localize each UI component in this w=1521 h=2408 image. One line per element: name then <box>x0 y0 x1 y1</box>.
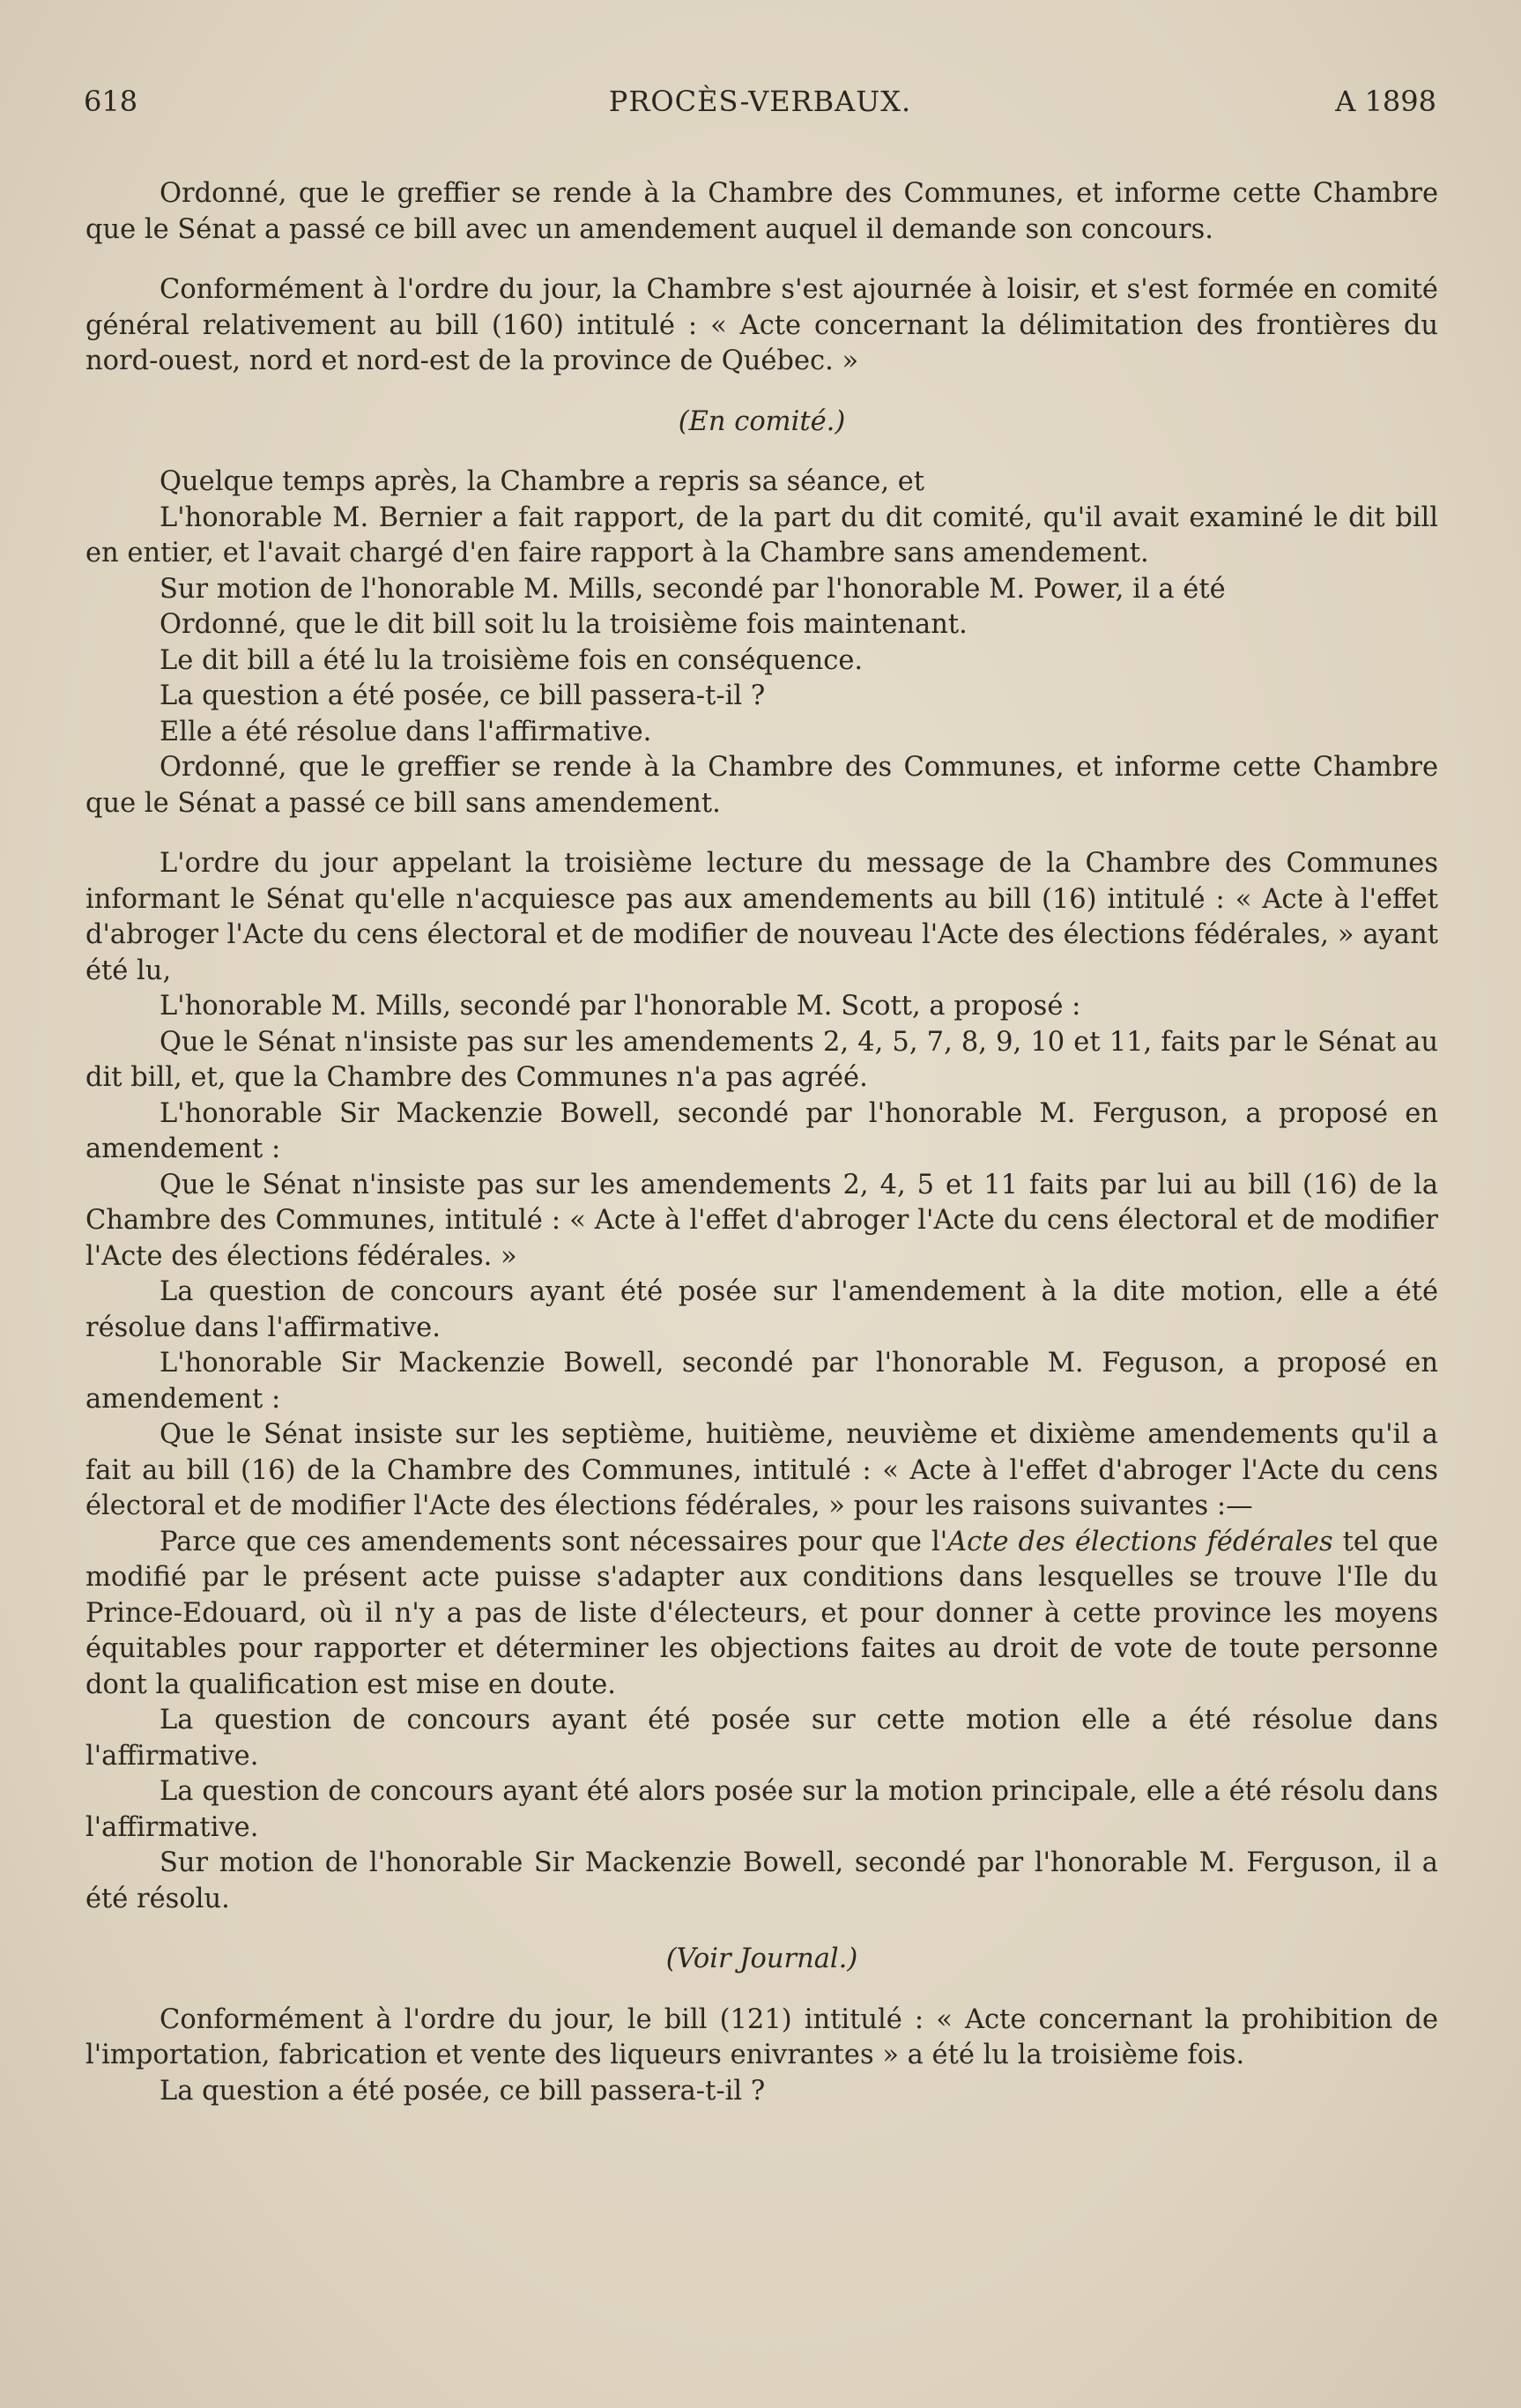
paragraph: Sur motion de l'honorable M. Mills, secondé par l'honorable M. Power, il a été <box>160 573 1226 605</box>
page-number: 618 <box>84 85 138 118</box>
paragraph: L'honorable Sir Mackenzie Bowell, secondé par l'honorable M. Feguson, a proposé en amendement : <box>85 1348 1438 1415</box>
paragraph: L'honorable M. Mills, secondé par l'honorable M. Scott, a proposé : <box>160 991 1081 1022</box>
paragraph: Que le Sénat insiste sur les septième, huitième, neuvième et dixième amendements qu'il a fait au bill (16) de la Chambre des Communes, intitulé : « Acte à l'effet d'abroger l'Acte du cens électoral et de modifier l'Acte des élections fédérales, » pour les raisons suivantes :— <box>85 1419 1438 1521</box>
section-heading: (Voir Journal.) <box>665 1943 858 1974</box>
paragraph: L'ordre du jour appelant la troisième lecture du message de la Chambre des Communes informant le Sénat qu'elle n'acquiesce pas aux amendements au bill (16) intitulé : « Acte à l'effet d'abroger l'Acte du cens électoral et de modifier de nouveau l'Acte des élections fédérales, » ayant été lu, <box>85 848 1438 986</box>
paragraph: Ordonné, que le dit bill soit lu la troisième fois maintenant. <box>160 609 968 640</box>
paragraph: Ordonné, que le greffier se rende à la Chambre des Communes, et informe cette Chambre que le Sénat a passé ce bill sans amendement. <box>85 752 1438 819</box>
paragraph: La question de concours ayant été posée sur cette motion elle a été résolue dans l'affirmative. <box>85 1705 1438 1772</box>
paragraph: Ordonné, que le greffier se rende à la Chambre des Communes, et informe cette Chambre que le Sénat a passé ce bill avec un amendement auquel il demande son concours. <box>85 178 1438 245</box>
running-title: PROCÈS-VERBAUX. <box>608 85 912 118</box>
paragraph-text: tel que modifié par le présent acte puisse s'adapter aux conditions dans lesquelles se trouve l'Ile du Prince-Edouard, où il n'y a pas de liste d'électeurs, et pour donner à cette province les moyens équitables pour rapporter et déterminer les objections faites au droit de vote de toute personne dont la qualification est mise en doute. <box>85 1526 1439 1700</box>
paragraph: Sur motion de l'honorable Sir Mackenzie Bowell, secondé par l'honorable M. Ferguson, il a été résolu. <box>85 1847 1438 1914</box>
paragraph: Le dit bill a été lu la troisième fois en conséquence. <box>160 644 864 676</box>
page-header <box>84 85 1436 137</box>
paragraph <box>85 1525 1438 1704</box>
paragraph: Quelque temps après, la Chambre a repris sa séance, et <box>160 466 925 497</box>
paragraph: La question a été posée, ce bill passera-t-il ? <box>160 680 766 711</box>
paragraph: La question de concours ayant été alors posée sur la motion principale, elle a été résolu dans l'affirmative. <box>85 1776 1438 1843</box>
paragraph: Que le Sénat n'insiste pas sur les amendements 2, 4, 5 et 11 faits par lui au bill (16) de la Chambre des Communes, intitulé : « Acte à l'effet d'abroger l'Acte du cens électoral et de modifier l'Acte des élections fédérales. » <box>85 1169 1438 1272</box>
act-title: Acte des élections fédérales <box>947 1526 1333 1557</box>
paragraph: Conformément à l'ordre du jour, la Chambre s'est ajournée à loisir, et s'est formée en comité général relativement au bill (160) intitulé : « Acte concernant la délimitation des frontières du nord-ouest, nord et nord-est de la province de Québec. » <box>85 274 1438 376</box>
section-heading: (En comité.) <box>678 405 846 437</box>
paragraph: La question a été posée, ce bill passera-t-il ? <box>160 2075 766 2107</box>
paragraph: La question de concours ayant été posée sur l'amendement à la dite motion, elle a été résolue dans l'affirmative. <box>85 1276 1438 1343</box>
header-year: A 1898 <box>1335 85 1436 118</box>
paragraph: L'honorable Sir Mackenzie Bowell, secondé par l'honorable M. Ferguson, a proposé en amendement : <box>85 1097 1438 1164</box>
paragraph: Conformément à l'ordre du jour, le bill (121) intitulé : « Acte concernant la prohibition de l'importation, fabrication et vente des liqueurs enivrantes » a été lu la troisième fois. <box>85 2003 1438 2070</box>
paragraph: Que le Sénat n'insiste pas sur les amendements 2, 4, 5, 7, 8, 9, 10 et 11, faits par le Sénat au dit bill, et, que la Chambre des Communes n'a pas agréé. <box>85 1026 1438 1093</box>
paragraph: L'honorable M. Bernier a fait rapport, de la part du dit comité, qu'il avait examiné le dit bill en entier, et l'avait chargé d'en faire rapport à la Chambre sans amendement. <box>85 502 1438 569</box>
document-body <box>85 176 1438 2109</box>
paragraph: Elle a été résolue dans l'affirmative. <box>160 716 652 747</box>
paragraph-text: Parce que ces amendements sont nécessaires pour que l' <box>160 1526 948 1557</box>
